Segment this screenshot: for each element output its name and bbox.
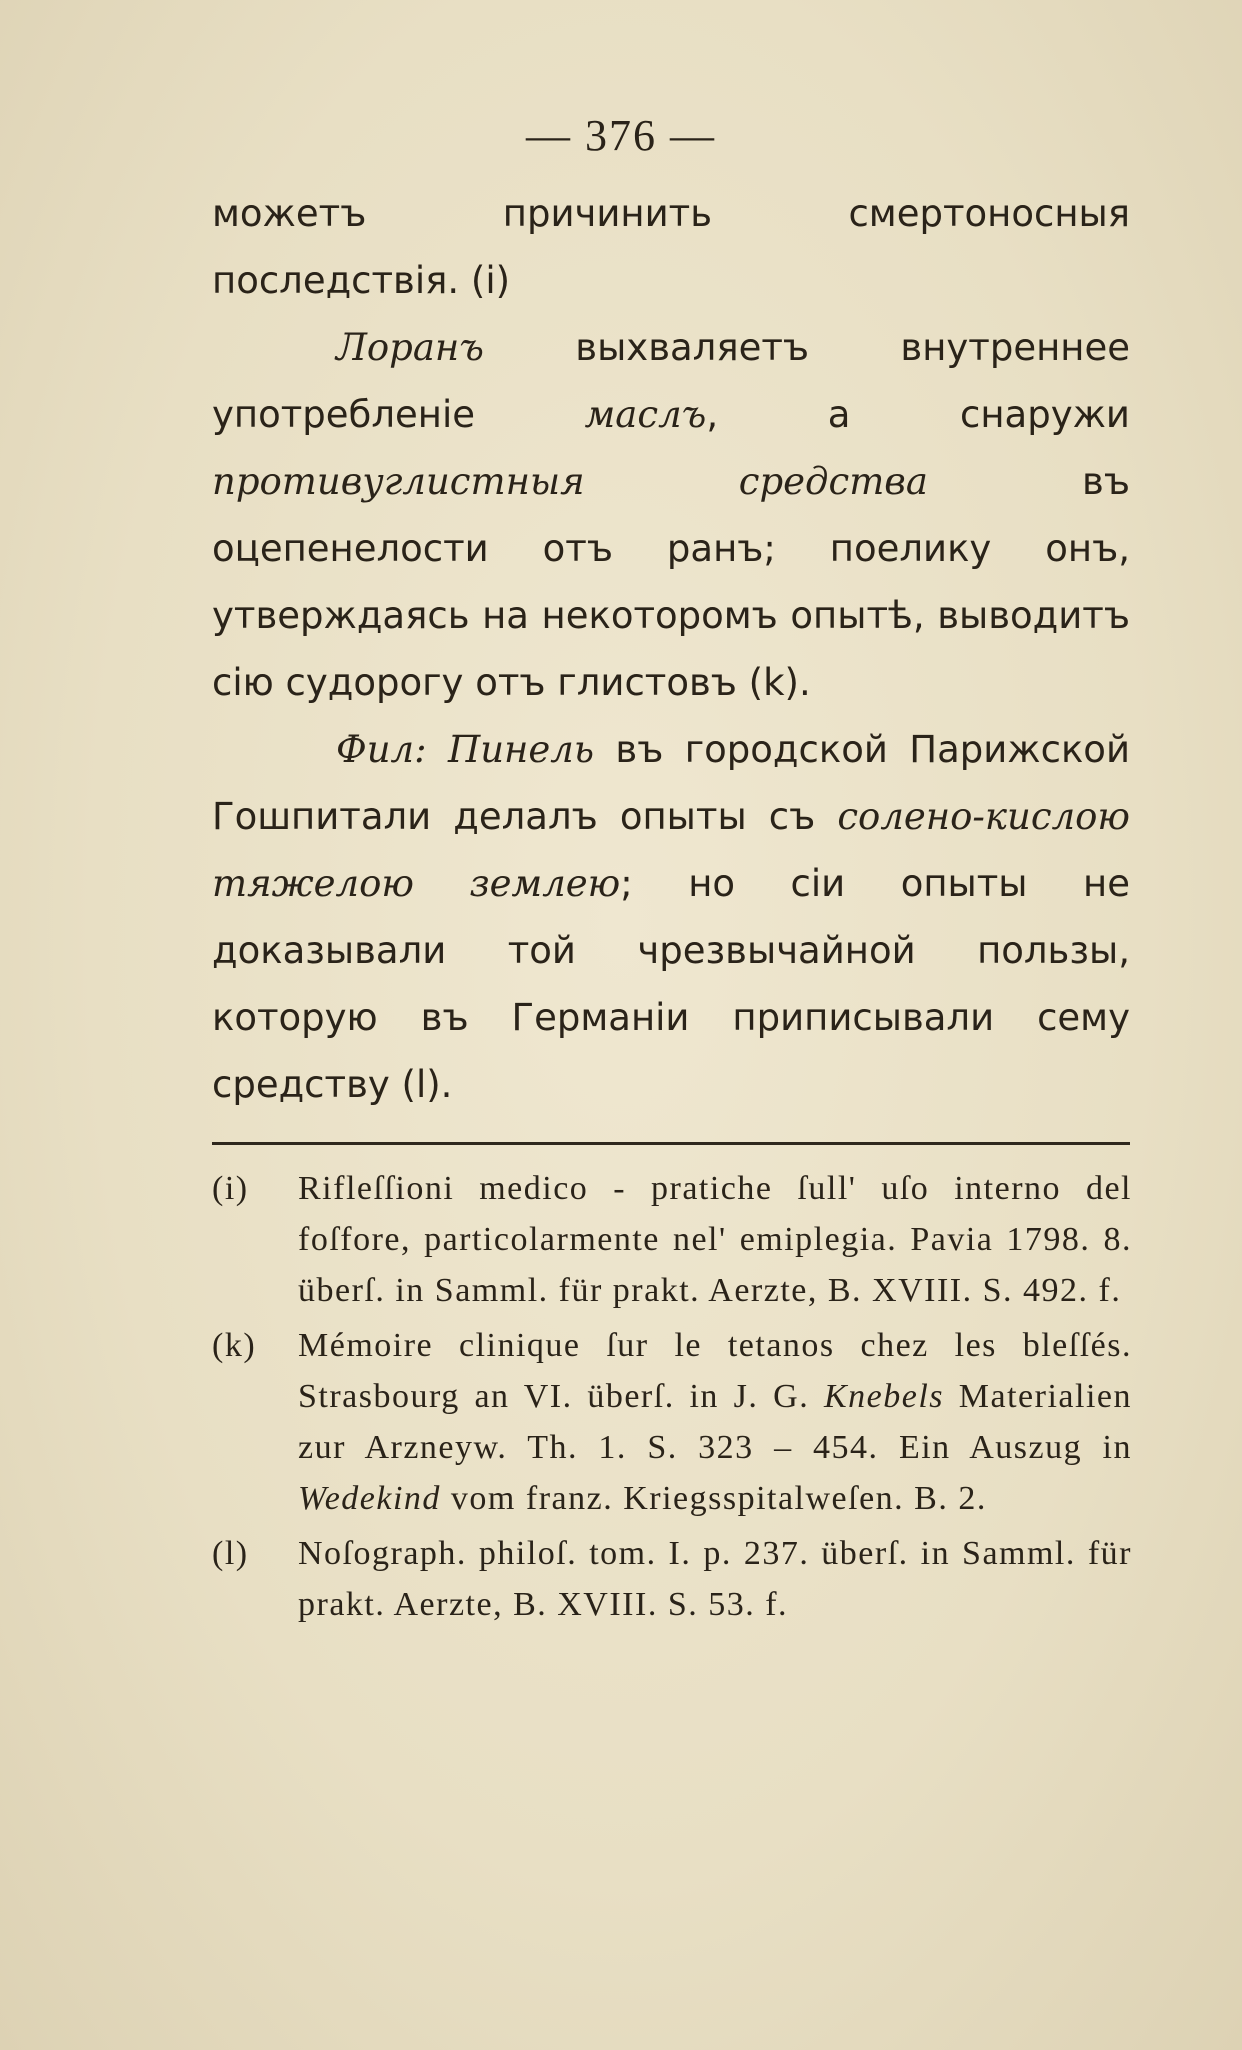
term-antihelminthics: противуглистныя средства: [212, 460, 928, 503]
author-name-pinel: Фил: Пинель: [336, 728, 595, 771]
footnote-text: Rifleſſioni medico - pratiche ſull' uſo interno del foſfore, particolarmente nel' emiplegia. Pavia 1798. 8. überſ. in Samml. für prakt. Aerzte, B. XVIII. S. 492. f.: [298, 1170, 1132, 1309]
term-masla: маслъ: [584, 393, 707, 436]
paragraph-2: [212, 314, 1130, 716]
paragraph-3: [212, 716, 1130, 1118]
footnote-text-part: vom franz. Kriegsspitalweſen. B. 2.: [440, 1480, 987, 1517]
footnote-l: [212, 1528, 1132, 1630]
main-text: [212, 180, 1130, 1118]
footnote-mark: (k): [212, 1327, 257, 1364]
footnote-text: [298, 1320, 1132, 1524]
footnote-text: Noſograph. philoſ. tom. I. p. 237. überſ. in Samml. für prakt. Aerzte, B. XVIII. S. 53. f.: [298, 1535, 1132, 1623]
paragraph-3-text-1: въ городской Парижской Гошпитали делалъ опыты съ: [212, 728, 1130, 838]
footnote-text-part: Materialien zur Arzneyw. Th. 1. S. 323 – 454. Ein Auszug in: [298, 1378, 1132, 1466]
paragraph-2-text-1: выхваляетъ внутреннее употребленіе: [212, 326, 1130, 436]
footnote-i: [212, 1163, 1132, 1316]
author-name-wedekind: Wedekind: [298, 1480, 441, 1517]
footnote-divider: [212, 1142, 1130, 1145]
footnotes: [212, 1163, 1132, 1634]
paragraph-2-text-3: въ оцепенелости отъ ранъ; поелику онъ, утверждаясь на некоторомъ опытѣ, выводитъ сію судорогу отъ глистовъ (k).: [212, 460, 1130, 704]
paragraph-1: можетъ причинить смертоносныя последствія. (i): [212, 192, 1130, 302]
footnote-text-part: Mémoire clinique ſur le tetanos chez les bleſſés. Strasbourg an VI. überſ. in J. G.: [298, 1327, 1132, 1415]
footnote-mark: (i): [212, 1170, 249, 1207]
page-number: — 376 —: [526, 111, 716, 160]
author-name-knebel: Knebels: [823, 1378, 945, 1415]
term-barium-chloride: солено-кислою тяжелою землею: [212, 795, 1130, 905]
author-name-loran: Лоранъ: [336, 326, 484, 369]
paragraph-2-text-2: , а снаружи: [706, 393, 1130, 436]
footnote-k: [212, 1320, 1132, 1524]
footnote-mark: (l): [212, 1535, 249, 1572]
paragraph-3-text-2: ; но сіи опыты не доказывали той чрезвычайной пользы, которую въ Германіи приписывали сему средству (l).: [212, 862, 1130, 1106]
